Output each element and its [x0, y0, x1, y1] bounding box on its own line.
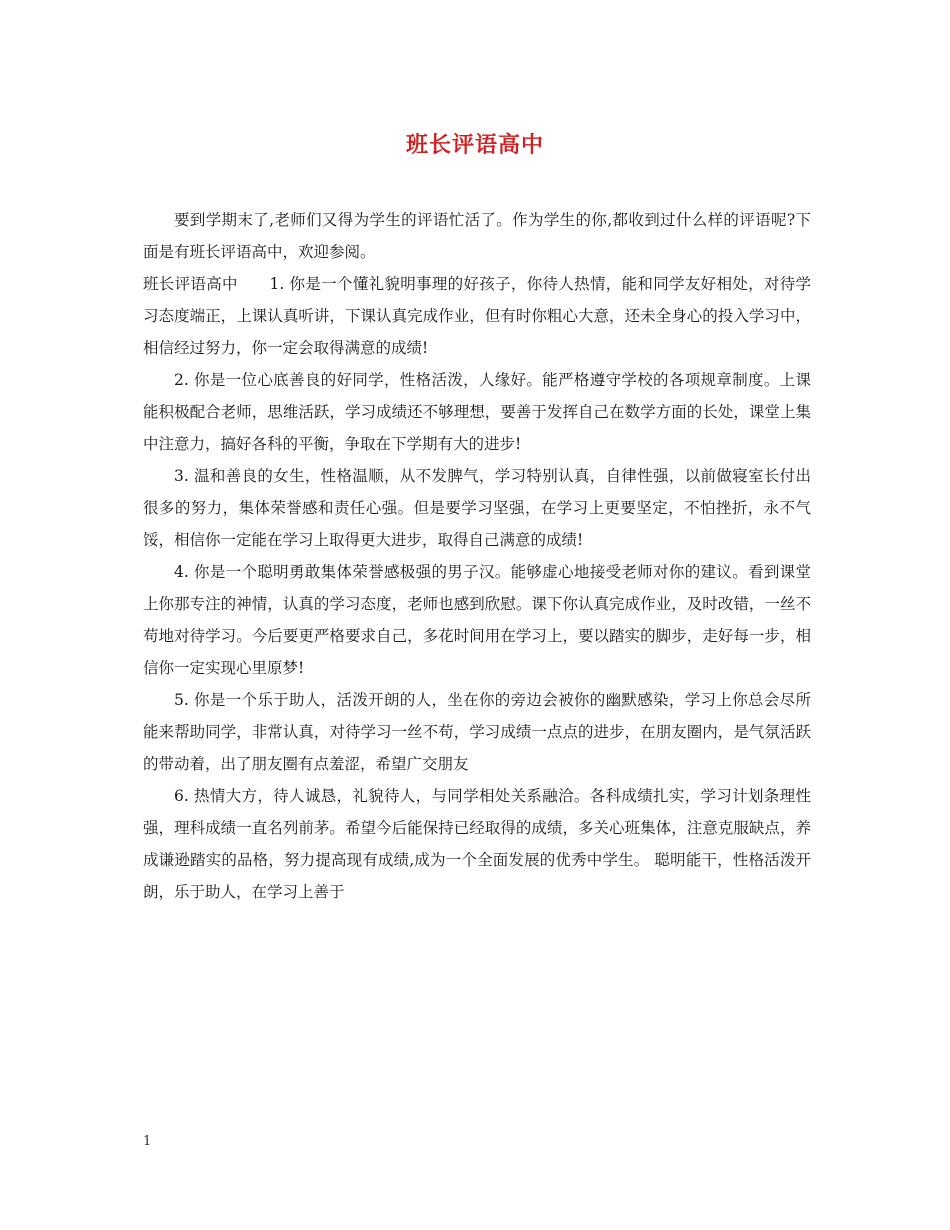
- comment-paragraph-1: 班长评语高中 1. 你是一个懂礼貌明事理的好孩子，你待人热情，能和同学友好相处，对待学习态度端正，上课认真听讲，下课认真完成作业，但有时你粗心大意，还未全身心的投入学习中，相信经过努力，你一定会取得满意的成绩!: [143, 275, 811, 357]
- comment-paragraph-4: 4. 你是一个聪明勇敢集体荣誉感极强的男子汉。能够虚心地接受老师对你的建议。看到课堂上你那专注的神情，认真的学习态度，老师也感到欣慰。课下你认真完成作业，及时改错，一丝不苟地对待学习。今后要更严格要求自己，多花时间用在学习上，要以踏实的脚步，走好每一步，相信你一定实现心里原梦!: [143, 563, 811, 677]
- intro-paragraph: 要到学期末了,老师们又得为学生的评语忙活了。作为学生的你,都收到过什么样的评语呢?下面是有班长评语高中，欢迎参阅。: [143, 211, 811, 261]
- comment-paragraph-6: 6. 热情大方，待人诚恳，礼貌待人，与同学相处关系融洽。各科成绩扎实，学习计划条理性强，理科成绩一直名列前茅。希望今后能保持已经取得的成绩，多关心班集体，注意克服缺点，养成谦逊踏实的品格，努力提高现有成绩,成为一个全面发展的优秀中学生。 聪明能干，性格活泼开朗，乐于助人，在学习上善于: [143, 787, 811, 901]
- comment-paragraph-5: 5. 你是一个乐于助人，活泼开朗的人，坐在你的旁边会被你的幽默感染，学习上你总会尽所能来帮助同学，非常认真，对待学习一丝不苟，学习成绩一点点的进步，在朋友圈内，是气氛活跃的带动着，出了朋友圈有点羞涩，希望广交朋友: [143, 691, 811, 773]
- comment-paragraph-2: 2. 你是一位心底善良的好同学，性格活泼，人缘好。能严格遵守学校的各项规章制度。上课能积极配合老师，思维活跃，学习成绩还不够理想，要善于发挥自己在数学方面的长处，课堂上集中注意力，搞好各科的平衡，争取在下学期有大的进步!: [143, 371, 811, 453]
- comment-paragraph-3: 3. 温和善良的女生，性格温顺，从不发脾气，学习特别认真，自律性强，以前做寝室长付出很多的努力，集体荣誉感和责任心强。但是要学习坚强，在学习上更要坚定，不怕挫折，永不气馁，相信你一定能在学习上取得更大进步，取得自己满意的成绩!: [143, 467, 811, 549]
- document-title: 班长评语高中: [405, 132, 544, 158]
- document-body: [143, 204, 811, 908]
- page-number: 1: [143, 1134, 152, 1149]
